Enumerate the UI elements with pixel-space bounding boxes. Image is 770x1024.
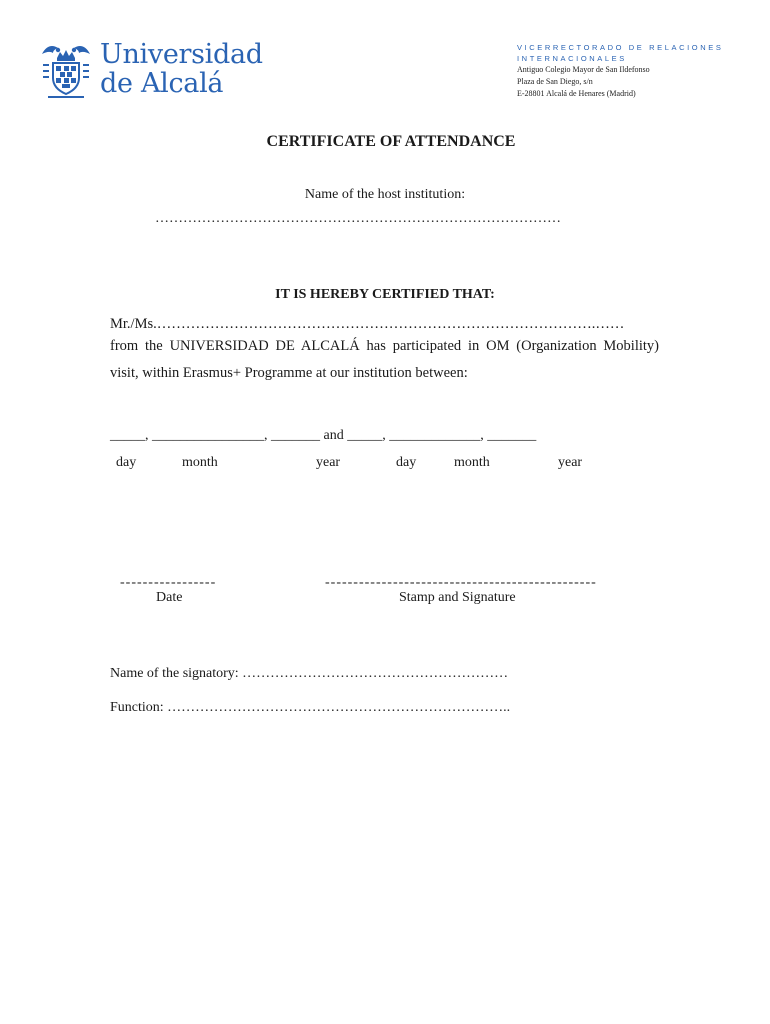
university-name: [100, 40, 263, 98]
end-year-label: year: [558, 455, 583, 470]
signatory-name-field[interactable]: Name of the signatory: …………………………………………………: [110, 666, 509, 681]
date-label: Date: [156, 590, 183, 605]
date-signature-line[interactable]: -----------------: [120, 575, 217, 590]
start-month-label: month: [182, 455, 218, 470]
logo-line-1: Universidad: [100, 39, 263, 70]
start-year-label: year: [316, 455, 341, 470]
host-institution-field[interactable]: ……………………………………………………………………………: [155, 211, 561, 226]
certified-heading: IT IS HEREBY CERTIFIED THAT:: [275, 287, 495, 302]
start-day-label: day: [116, 455, 137, 470]
document-title: CERTIFICATE OF ATTENDANCE: [266, 133, 516, 150]
address-line-1: Antiguo Colegio Mayor de San Ildefonso: [517, 65, 650, 74]
address-line-3: E-28801 Alcalá de Henares (Madrid): [517, 89, 636, 98]
function-field[interactable]: Function: ………………………………………………………………..: [110, 700, 511, 715]
end-month-label: month: [454, 455, 490, 470]
logo-line-2: de Alcalá: [100, 68, 224, 99]
office-name-line-1: VICERRECTORADO DE RELACIONES: [517, 43, 724, 52]
address-line-2: Plaza de San Diego, s/n: [517, 77, 593, 86]
host-institution-label: Name of the host institution:: [304, 187, 466, 202]
office-name-line-2: INTERNACIONALES: [517, 54, 627, 63]
address-block: [517, 42, 723, 100]
stamp-signature-line[interactable]: ------------------------------------------------: [325, 575, 597, 590]
date-range-fields[interactable]: _____, ________________, _______ and _____, _____________, _______: [110, 428, 537, 443]
end-day-label: day: [396, 455, 417, 470]
university-logo: [38, 39, 263, 104]
participant-name-field[interactable]: Mr./Ms.……………………………………………………………………………….……: [110, 316, 625, 332]
attendance-statement: from the UNIVERSIDAD DE ALCALÁ has participated in OM (Organization Mobility) visit, within Erasmus+ Programme at our institution between:: [110, 338, 659, 381]
crest-icon: [38, 40, 94, 102]
stamp-signature-label: Stamp and Signature: [399, 590, 516, 605]
